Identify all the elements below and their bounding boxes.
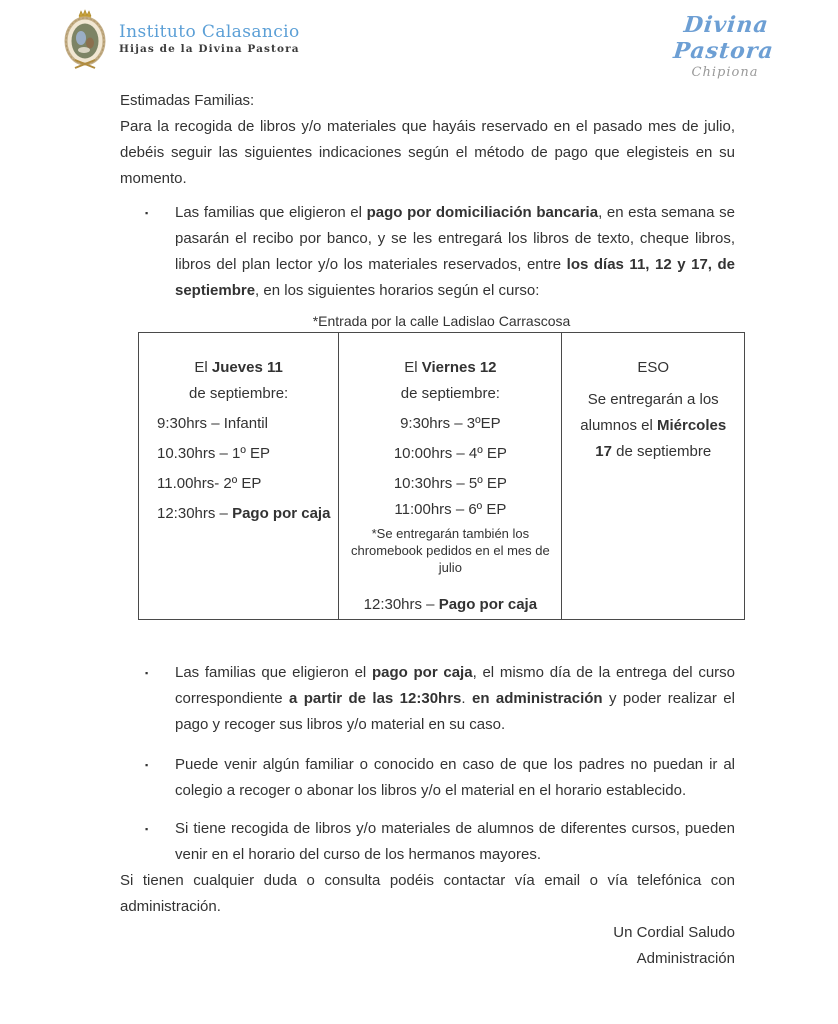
text-segment-bold: 17	[595, 443, 612, 460]
intro-paragraph: Para la recogida de libros y/o materiales que hayáis reservado en el pasado mes de julio, debéis seguir las siguientes indicaciones según el método de pago que elegisteis en su momento.	[120, 118, 735, 187]
brand-location: Chipiona	[691, 65, 759, 80]
text-segment-bold: los días 11, 12 y 17, de septiembre	[175, 256, 735, 299]
time-slot: 10:00hrs – 4º EP	[393, 445, 507, 462]
chromebook-note: *Se entregarán también los chromebook pedidos en el mes de julio	[351, 526, 550, 575]
time-slot: 11.00hrs- 2º EP	[157, 475, 262, 492]
text-segment-bold: pago por domiciliación bancaria	[366, 204, 599, 221]
signoff-salute: Un Cordial Saludo	[613, 924, 735, 941]
column-header-thursday	[139, 355, 338, 407]
bullet-item-pago-caja	[120, 660, 735, 738]
school-logo-text	[119, 22, 300, 56]
school-subtitle: Hijas de la Divina Pastora	[119, 43, 300, 55]
table-column-thursday	[139, 333, 339, 619]
signoff-administration: Administración	[636, 950, 735, 967]
text-segment: alumnos el	[580, 417, 657, 434]
schedule-table	[138, 332, 745, 620]
text-segment-bold: Pago por caja	[232, 505, 331, 522]
text-segment-bold: pago por caja	[371, 664, 473, 681]
text-segment: 12:30hrs –	[363, 596, 439, 613]
time-slot: 10.30hrs – 1º EP	[157, 445, 271, 462]
text-segment: , en los siguientes horarios según el curso:	[255, 282, 540, 299]
column-header-eso: ESO	[637, 359, 670, 376]
text-segment: , en esta semana se pasarán el recibo por banco, y se les entregará los libros de texto, cheque libros, libros del plan lector y/o los materiales reservados, entre	[175, 204, 736, 273]
time-slot: 9:30hrs – 3ºEP	[400, 415, 501, 432]
bullet-square-icon: ▪	[145, 668, 149, 678]
text-segment: Las familias que eligieron el	[175, 204, 367, 221]
text-segment-bold: en administración	[471, 690, 603, 707]
time-slot: 10:30hrs – 5º EP	[393, 475, 507, 492]
brand-name: Divina Pastora	[672, 12, 776, 64]
time-slot: 11:00hrs – 6º EP	[394, 501, 507, 518]
bullet-text	[175, 660, 735, 738]
time-slot-pago-caja	[139, 501, 338, 527]
salutation: Estimadas Familias:	[120, 92, 255, 109]
brand-logo	[640, 12, 810, 81]
column-header-friday	[339, 355, 561, 407]
school-logo	[57, 8, 300, 70]
bullet-item-familiar	[120, 752, 735, 804]
bullet-text	[175, 200, 735, 304]
time-slot-pago-caja	[339, 592, 561, 618]
text-segment: de septiembre:	[189, 385, 289, 402]
text-segment: 12:30hrs –	[157, 505, 233, 522]
table-column-friday	[339, 333, 562, 619]
text-segment: Se entregarán a los	[587, 391, 719, 408]
closing-paragraph: Si tienen cualquier duda o consulta podéis contactar vía email o vía telefónica con administración.	[120, 872, 735, 915]
school-name: Instituto Calasancio	[119, 22, 300, 42]
bullet-item-hermanos	[120, 816, 735, 868]
text-segment: Las familias que eligieron el	[175, 664, 372, 681]
text-segment: de septiembre	[611, 443, 712, 460]
bullet-text: Si tiene recogida de libros y/o materiales de alumnos de diferentes cursos, pueden venir en el horario del curso de los hermanos mayores.	[175, 820, 735, 863]
text-segment-bold: Pago por caja	[438, 596, 538, 613]
school-crest-icon	[57, 8, 113, 70]
text-segment: de septiembre:	[400, 385, 500, 402]
bullet-square-icon: ▪	[145, 824, 149, 834]
text-segment-bold: Miércoles	[656, 417, 727, 434]
text-segment: .	[461, 690, 472, 707]
eso-delivery-text	[562, 387, 744, 465]
text-segment: , el mismo día de la entrega del curso correspondiente	[175, 664, 735, 707]
letter-body	[120, 88, 735, 972]
text-segment: El	[194, 359, 212, 376]
text-segment: y poder realizar el pago y recoger sus libros y/o material en su caso.	[175, 690, 735, 733]
bullet-text: Puede venir algún familiar o conocido en caso de que los padres no puedan ir al colegio a recoger o abonar los libros y/o el material en el horario establecido.	[175, 756, 735, 799]
table-caption: *Entrada por la calle Ladislao Carrascosa	[312, 313, 571, 329]
bullet-square-icon: ▪	[145, 208, 149, 218]
bullet-item-domiciliacion	[120, 200, 735, 304]
text-segment: El	[404, 359, 422, 376]
table-column-eso	[562, 333, 744, 619]
text-segment-bold: a partir de las 12:30hrs	[288, 690, 462, 707]
text-segment-bold: Jueves 11	[211, 359, 283, 376]
bullet-square-icon: ▪	[145, 760, 149, 770]
time-slot: 9:30hrs – Infantil	[157, 415, 268, 432]
text-segment-bold: Viernes 12	[421, 359, 497, 376]
